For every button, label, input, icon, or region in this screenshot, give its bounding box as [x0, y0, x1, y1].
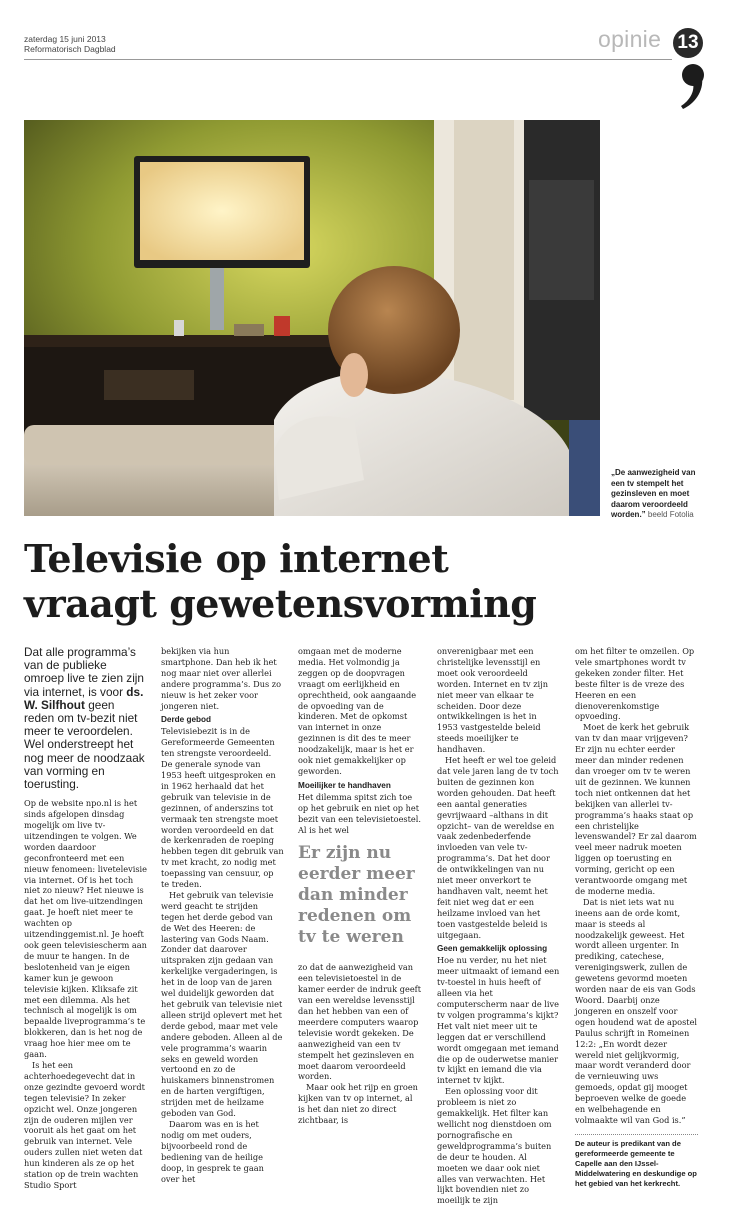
pull-quote: Er zijn nu eerder meer dan minder redenen om tv te weren	[298, 843, 415, 948]
photo-credit: beeld Fotolia	[647, 510, 694, 519]
lead-text-start: Dat alle programma’s van de publieke omroep live te zien zijn via internet, is voor	[24, 645, 144, 699]
photo-caption	[611, 468, 711, 521]
author-bio: De auteur is predikant van de gereformeerde gemeente te Capelle aan den IJssel-Middelwatering en deskundige op het gebied van het kerkrecht.	[575, 1138, 697, 1188]
paragraph: Het heeft er wel toe geleid dat vele jaren lang de tv toch buiten de gezinnen kon worden gehouden. Dat heeft een aantal generaties gevrijwaard –althans in dit opzicht– van de wereldse en vaak zedenbederfende invloeden van vele tv-programma’s. Dat het door de ontwikkelingen van nu niet meer onverkort te handhaven valt, neemt het feit niet weg dat er een heilzame invloed van het toen vastgestelde beleid is uitgegaan.	[437, 755, 559, 940]
paragraph: Dat is niet iets wat nu ineens aan de orde komt, maar is steeds al noodzakelijk geweest. Het wordt alleen urgenter. In prediking, catechese, verenigingswerk, zullen de gewetens gevormd moeten worden naar de eis van Gods Woord. Daarbij onze jongeren en onszelf voor ogen houdend wat de apostel Paulus schrijft in Romeinen 12:2: „En wordt dezer wereld niet gelijkvormig, maar wordt veranderd door de vernieuwing uws gemoeds, opdat gij mooget beproeven welke de goede en welbehagende en volmaakte wil van God is.”	[575, 896, 698, 1125]
header-divider	[24, 59, 672, 60]
article-photo	[24, 120, 600, 516]
paragraph: Het dilemma spitst zich toe op het gebruik en niet op het bezit van een televisietoestel. Al is het wel	[298, 791, 421, 835]
issue-date: zaterdag 15 juni 2013	[24, 34, 106, 44]
paragraph: om het filter te omzeilen. Op vele smartphones wordt tv gekeken zonder filter. Het beste filter is de vreze des Heeren en een dienoverenkomstige opvoeding.	[575, 646, 695, 722]
section-label: opinie	[598, 26, 662, 52]
paragraph: Op de website npo.nl is het sinds afgelopen dinsdag mogelijk om live tv-uitzendingen te volgen. We worden daardoor geconfronteerd met een nieuw fenomeen: livetelevisie via internet. Of is het toch niet zo nieuw? Het nieuwe is dat het om live-uitzendingen gaat. Je hoeft niet meer te wachten op uitzendinggemist.nl. Je hoeft ook geen televisiescherm aan de muur te hangen. In de beslotenheid van je eigen kamer kun je gewoon televisie kijken. Kliksafe zit met een dilemma. Als het technisch al mogelijk is om bepaalde liveprogramma’s te blokkeren, dan is het nog de vraag hoe hier mee om te gaan.	[24, 798, 148, 1060]
paragraph: Daarom was en is het nodig om met ouders, bijvoorbeeld rond de bediening van de heilige doop, in gesprek te gaan over het	[161, 1118, 264, 1184]
caption-quote: „De aanwezigheid van een tv stempelt het gezinsleven en moet daarom veroordeeld worden.”	[611, 468, 696, 519]
paragraph: Televisiebezit is in de Gereformeerde Gemeenten ten strengste veroordeeld. De generale synode van 1953 heeft uitgesproken en in 1962 herhaald dat het gebruik van televisie in de gezinnen, of anderszins tot vermaak ten strengste moet worden veroordeeld en dat de kerkenraden de roeping hebben tegen dit gebruik van tv met kracht, zo nodig met toepassing van censuur, op te treden.	[161, 726, 284, 890]
paragraph: onverenigbaar met een christelijke levensstijl en moet ook veroordeeld worden. Internet en tv zijn niet meer van elkaar te scheiden. Door deze ontwikkelingen is het in 1953 vastgestelde beleid steeds moeilijker te handhaven.	[437, 646, 548, 755]
subheading: Derde gebod	[161, 715, 212, 725]
article-column-1	[24, 646, 147, 1191]
article-column-5	[575, 646, 698, 1189]
paragraph: omgaan met de moderne media. Het volmondig ja zeggen op de doopvragen vraagt om eerlijkheid en oprechtheid, ook aangaande de opvoeding van de kinderen. Met de opkomst van internet in onze gezinnen is dit des te meer noodzakelijk, maar is het er ook niet gemakkelijker op geworden.	[298, 646, 417, 776]
subheading: Moeilijker te handhaven	[298, 780, 391, 790]
publication-name: Reformatorisch Dagblad	[24, 44, 116, 54]
article-column-3	[298, 646, 421, 1126]
paragraph: Het gebruik van televisie werd geacht te strijden tegen het derde gebod van de Wet des Heeren: de lastering van Gods Naam. Zonder dat daarover uitspraken zijn gedaan van kerkelijke vergaderingen, is het in de loop van de jaren wel duidelijk geworden dat het gebruik van televisie niet alleen strijd oplevert met het derde gebod, maar met vele andere geboden. Alleen al de vele programma’s waarin seks en geweld worden vertoond en zo de huiskamers binnenstromen en de harten vergiftigen, strijden met de heilzame geboden van God.	[161, 889, 283, 1119]
paragraph: Moet de kerk het gebruik van tv dan maar vrijgeven? Er zijn nu echter eerder meer dan minder redenen dan vroeger om tv te weren uit de gezinnen. We kunnen toch niet ontkennen dat het bekijken van allerlei tv-programma’s haaks staat op een christelijke levenswandel? Er zal daarom veel meer nadruk moeten liggen op toerusting en vorming, gericht op een verantwoorde omgang met de moderne media.	[575, 722, 697, 896]
page-number-badge: 13	[673, 28, 703, 58]
lead-text-end: geen reden om tv-bezit niet meer te veroordelen. Wel onderstreept het nog meer de noodzaak van vorming en toerusting.	[24, 697, 145, 792]
article-column-4	[437, 646, 560, 1206]
author-name: ds. W. Silfhout	[24, 684, 144, 712]
paragraph: Hoe nu verder, nu het niet meer uitmaakt of iemand een tv-toestel in huis heeft of alleen via het computerscherm naar de live tv volgen programma’s kijkt? Het valt niet meer uit te leggen dat er verschillend wordt omgegaan met iemand die op de ouderwetse manier tv kijkt en iemand die via internet tv kijkt.	[437, 955, 560, 1086]
headline	[24, 536, 704, 626]
paragraph: Is het een achterhoedegevecht dat in onze gezindte gevoerd wordt tegen televisie? In zeker opzicht wel. Onze jongeren zijn de ouderen mijlen ver vooruit als het gaat om het gebruik van internet. Vele ouders zullen niet weten dat hun kinderen als ze op het station op de trein wachten Studio Sport	[24, 1059, 145, 1190]
paragraph: Maar ook het rijp en groen kijken van tv op internet, al is het dan niet zo direct zichtbaar, is	[298, 1082, 418, 1126]
paragraph: zo dat de aanwezigheid van een televisietoestel in de kamer eerder de indruk geeft van een wereldse levensstijl dan het hebben van een of meerdere computers waarop televisie wordt gekeken. De aanwezigheid van een tv stempelt het gezinsleven en moet daarom veroordeeld worden.	[298, 962, 422, 1082]
child-watching-tv-illustration	[24, 120, 600, 516]
dotted-divider	[575, 1134, 698, 1135]
headline-line-2: vraagt gewetensvorming	[24, 581, 537, 626]
article-column-2	[161, 646, 284, 1184]
subheading: Geen gemakkelijk oplossing	[437, 944, 548, 954]
headline-line-1: Televisie op internet	[24, 536, 449, 581]
article-lead	[24, 646, 147, 791]
paragraph: Een oplossing voor dit probleem is niet zo gemakkelijk. Het filter kan wellicht nog dienstdoen om pornografische en geweldprogramma’s buiten de deur te houden. Al moeten we daar ook niet alles van verwachten. Het lijkt bovendien niet zo moeilijk te zijn	[437, 1086, 552, 1206]
masthead-info	[24, 34, 116, 54]
paragraph: bekijken via hun smartphone. Dan heb ik het nog maar niet over allerlei andere programma’s. Dus zo nieuw is het zeker voor jongeren niet.	[161, 646, 282, 711]
comma-logo-icon	[680, 64, 706, 110]
